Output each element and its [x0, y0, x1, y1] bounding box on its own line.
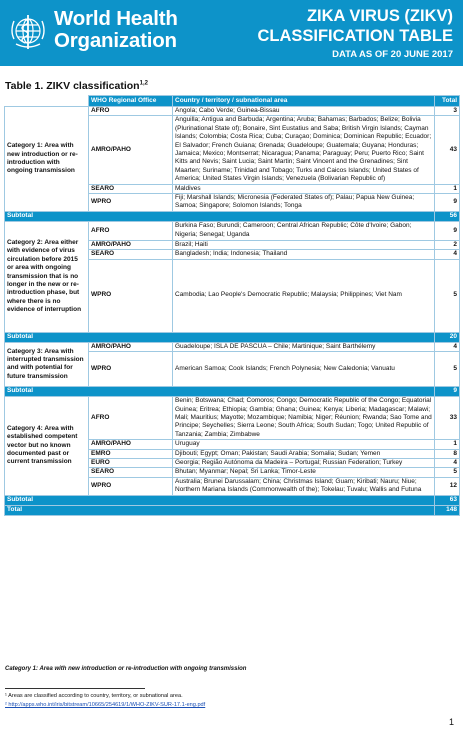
countries-cell: Guadeloupe; ISLA DE PASCUA – Chile; Martinique; Saint Barthélemy	[173, 342, 435, 351]
total-cell: 3	[435, 107, 460, 116]
table-row	[5, 397, 460, 440]
total-cell: 12	[435, 477, 460, 495]
region-cell: EMRO	[89, 449, 173, 458]
col-header-region: WHO Regional Office	[89, 96, 173, 107]
countries-cell: Benin; Botswana; Chad; Comoros; Congo; Democratic Republic of the Congo; Equatorial Guinea; Eritrea; Ethiopia; Gambia; Ghana; Guinea; Kenya; Liberia; Madagascar; Malawi; Mali; Mauritius; Mayotte; Mozambique; Namibia; Niger; Réunion; Rwanda; Sao Tome and Principe; Seychelles; Sierra Leone; South Africa; South Sudan; Togo; United Republic of Tanzania; Zambia; Zimbabwe	[173, 397, 435, 440]
org-line-1: World Health	[54, 7, 178, 30]
region-cell: AFRO	[89, 397, 173, 440]
col-header-total: Total	[435, 96, 460, 107]
subtotal-row	[5, 387, 460, 397]
title-line-1: ZIKA VIRUS (ZIKV)	[306, 7, 453, 25]
subtotal-row	[5, 332, 460, 342]
subtotal-value: 56	[435, 211, 460, 221]
total-row	[5, 505, 460, 515]
countries-cell: Burkina Faso; Burundi; Cameroon; Central African Republic; Côte d'Ivoire; Gabon; Nigeria; Senegal; Uganda	[173, 221, 435, 240]
countries-cell: Anguilla; Antigua and Barbuda; Argentina; Aruba; Bahamas; Barbados; Belize; Bolivia (Plurinational State of); Bonaire, Sint Eustatius and Saba; British Virgin Islands; Cayman Islands; Colombia; Costa Rica; Cuba; Curaçao; Dominica; Dominican Republic; Ecuador; El Salvador; French Guiana; Grenada; Guadeloupe; Guatemala; Guyana; Honduras; Jamaica; Mexico; Montserrat; Nicaragua; Panama; Paraguay; Peru; Puerto Rico; Saint Kitts and Nevis; Saint Lucia; Saint Martin; Saint Vincent and the Grenadines; Sint Maarten; Suriname; Trinidad and Tobago; Turks and Caicos Islands; United States of America; United States Virgin Islands; Venezuela (Bolivarian Republic of)	[173, 116, 435, 184]
subtotal-row	[5, 495, 460, 505]
region-cell: EURO	[89, 458, 173, 467]
total-cell: 4	[435, 250, 460, 259]
region-cell: WPRO	[89, 194, 173, 212]
table-row	[5, 342, 460, 351]
region-cell: WPRO	[89, 259, 173, 332]
category-1-cell: Category 1: Area with new introduction or re-introduction with ongoing transmission	[5, 107, 89, 212]
region-cell: SEARO	[89, 250, 173, 259]
subtotal-label: Subtotal	[5, 332, 435, 342]
countries-cell: Georgia; Região Autónoma da Madeira – Portugal; Russian Federation; Turkey	[173, 458, 435, 467]
organization-name	[54, 8, 178, 52]
countries-cell: Djibouti; Egypt; Oman; Pakistan; Saudi Arabia; Somalia; Sudan; Yemen	[173, 449, 435, 458]
classification-table	[4, 95, 460, 516]
region-cell: AFRO	[89, 107, 173, 116]
countries-cell: Australia; Brunei Darussalam; China; Christmas Island; Guam; Kiribati; Nauru; Niue; Northern Mariana Islands (Commonwealth of the); Tokelau; Tuvalu; Wallis and Futuna	[173, 477, 435, 495]
region-cell: WPRO	[89, 477, 173, 495]
subtotal-value: 20	[435, 332, 460, 342]
table-header-row	[5, 96, 460, 107]
countries-cell: Bhutan; Myanmar; Nepal; Sri Lanka; Timor-Leste	[173, 468, 435, 477]
countries-cell: Maldives	[173, 184, 435, 193]
total-cell: 1	[435, 440, 460, 449]
total-cell: 2	[435, 240, 460, 249]
region-cell: WPRO	[89, 352, 173, 387]
subtotal-value: 9	[435, 387, 460, 397]
category-4-cell: Category 4: Area with established competent vector but no known documented past or current transmission	[5, 397, 89, 495]
total-cell: 5	[435, 352, 460, 387]
subtotal-label: Subtotal	[5, 387, 435, 397]
countries-cell: Fiji; Marshall Islands; Micronesia (Federated States of); Palau; Papua New Guinea; Samoa; Singapore; Solomon Islands; Tonga	[173, 194, 435, 212]
region-cell: AMRO/PAHO	[89, 342, 173, 351]
page-number: 1	[448, 717, 454, 727]
subtotal-value: 63	[435, 495, 460, 505]
countries-cell: Brazil; Haiti	[173, 240, 435, 249]
subtotal-label: Subtotal	[5, 495, 435, 505]
data-date: DATA AS OF 20 JUNE 2017	[332, 49, 453, 60]
table-title-footnote-ref: 1,2	[139, 80, 148, 87]
table-title: Table 1. ZIKV classification$^{1,2}$	[5, 80, 148, 92]
grand-total-value: 148	[435, 505, 460, 515]
total-cell: 9	[435, 221, 460, 240]
total-cell: 33	[435, 397, 460, 440]
countries-cell: Bangladesh; India; Indonesia; Thailand	[173, 250, 435, 259]
footnote-1: ¹ Areas are classified according to country, territory, or subnational area.	[5, 693, 183, 699]
col-header-country: Country / territory / subnational area	[173, 96, 435, 107]
region-cell: AMRO/PAHO	[89, 240, 173, 249]
footnote-2-link[interactable]: ² http://apps.who.int/iris/bitstream/10665/254619/1/WHO-ZIKV-SUR-17.1-eng.pdf	[5, 702, 206, 708]
header-banner	[0, 0, 463, 66]
category-3-cell: Category 3: Area with interrupted transmission and with potential for future transmission	[5, 342, 89, 386]
total-label: Total	[5, 505, 435, 515]
countries-cell: Cambodia; Lao People's Democratic Republic; Malaysia; Philippines; Viet Nam	[173, 259, 435, 332]
countries-cell: Angola; Cabo Verde; Guinea-Bissau	[173, 107, 435, 116]
table-row	[5, 107, 460, 116]
region-cell: AFRO	[89, 221, 173, 240]
total-cell: 4	[435, 342, 460, 351]
countries-cell: American Samoa; Cook Islands; French Polynesia; New Caledonia; Vanuatu	[173, 352, 435, 387]
subtotal-label: Subtotal	[5, 211, 435, 221]
footnote-divider	[5, 688, 145, 689]
total-cell: 5	[435, 468, 460, 477]
title-line-2: CLASSIFICATION TABLE	[257, 27, 453, 45]
org-line-2: Organization	[54, 29, 177, 52]
region-cell: AMRO/PAHO	[89, 116, 173, 184]
total-cell: 9	[435, 194, 460, 212]
region-cell: SEARO	[89, 184, 173, 193]
region-cell: AMRO/PAHO	[89, 440, 173, 449]
empty-header-cell	[5, 96, 89, 107]
subtotal-row	[5, 211, 460, 221]
countries-cell: Uruguay	[173, 440, 435, 449]
total-cell: 43	[435, 116, 460, 184]
total-cell: 5	[435, 259, 460, 332]
table-row	[5, 221, 460, 240]
document-title	[257, 6, 453, 62]
category-2-cell: Category 2: Area either with evidence of virus circulation before 2015 or area with ongoing transmission that is no longer in the new or re-introduction phase, but where there is no evidence of interruption	[5, 221, 89, 332]
who-emblem-icon	[6, 9, 50, 53]
total-cell: 8	[435, 449, 460, 458]
region-cell: SEARO	[89, 468, 173, 477]
total-cell: 1	[435, 184, 460, 193]
total-cell: 4	[435, 458, 460, 467]
table-note: Category 1: Area with new introduction or re-introduction with ongoing transmission	[5, 666, 247, 672]
